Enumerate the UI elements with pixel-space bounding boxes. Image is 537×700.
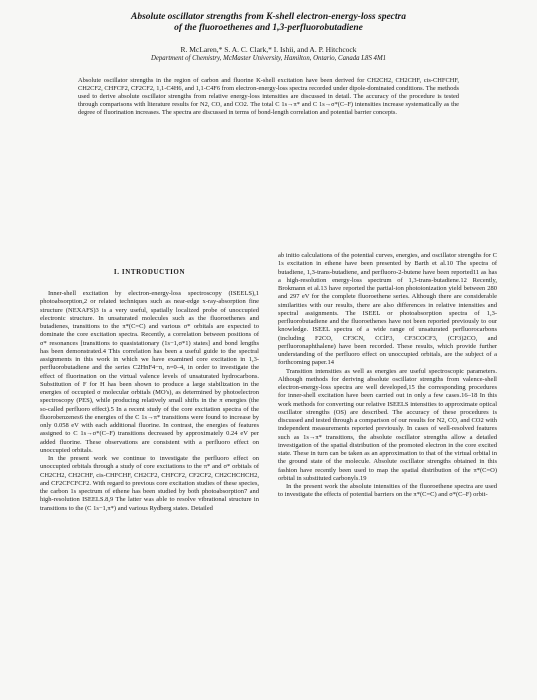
affiliation: Department of Chemistry, McMaster University, Hamilton, Ontario, Canada L8S 4M1 <box>150 55 387 62</box>
paper-title-line-1: Absolute oscillator strengths from K-shell electron-energy-loss spectra <box>131 12 406 22</box>
left-column <box>40 252 259 513</box>
right-paragraph-1: ab initio calculations of the potential curves, energies, and oscillator strengths for C 1s excitation in ethene have been presented by Barth et al.10 The spectra of butadiene, 1,3-trans-butadiene, and perfluoro-2-butene have been reported11 as has a high-resolution energy-loss spectrum of 1,3-trans-butadiene.12 Recently, Brokmann et al.13 have reported the partial-ion photoionization yield between 280 and 297 eV for the complete fluoroethene series. Although there are considerable similarities with our results, there are also differences in relative intensities and spectral assignments. The ISEEL or photoabsorption spectra of 1,3-perfluorobutadiene and the fluoroethenes have not been reported previously to our knowledge. ISEEL spectra of a wide range of unsaturated perfluorocarbons (including F2CO, CF3CN, CClF3, CF3COCF3, (CF3)2CO, and perfluoronaphthalene) have been recorded. These results, which provide further understanding of the perfluoro effect on unoccupied orbitals, are the subject of a forthcoming paper.14 <box>278 252 497 367</box>
right-paragraph-2: Transition intensities as well as energies are useful spectroscopic parameters. Although methods for deriving absolute oscillator strengths from valence-shell electron-energy-loss spectra are well developed,15 the corresponding procedures for inner-shell excitation have been carried out in only a few cases.16–18 In this work methods for converting our relative ISEELS intensities to approximate optical oscillator strengths (OS) are described. The accuracy of these procedures is discussed and tested through a comparison of our results for N2, CO, and CO2 with independent measurements reported previously. In cases of well-resolved features such as 1s→π* transitions, the absolute oscillator strengths allow a detailed investigation of the spatial distribution of the promoted electron in the core excited state. These in turn can be taken as an approximation to that of the virtual orbital in the ground state of the molecule. Absolute oscillator strengths obtained in this fashion have recently been used to map the spatial distribution of the π*(C=O) orbital in substituted carbonyls.19 <box>278 367 497 482</box>
paper-title <box>40 12 497 34</box>
author-list: R. McLaren,* S. A. C. Clark,* I. Ishii, and A. P. Hitchcock <box>180 45 357 54</box>
right-column <box>278 252 497 513</box>
right-paragraph-3: In the present work the absolute intensities of the fluoroethene spectra are used to investigate the effects of potential barriers on the π*(C=C) and σ*(C–F) orbit- <box>278 483 497 499</box>
abstract: Absolute oscillator strengths in the region of carbon and fluorine K-shell excitation have been derived for CH2CH2, CH2CHF, cis-CHFCHF, CH2CF2, CHFCF2, CF2CF2, 1,1-C4H6, and 1,1-C4F6 from electron-energy-loss spectra recorded under dipole-dominated conditions. The methods used to derive absolute oscillator strengths from relative energy-loss intensities are discussed in detail. The accuracy of the procedure is tested through comparisons with literature results for N2, CO, and CO2. The total C 1s→π* and C 1s→σ*(C–F) intensities increase systematically as the degree of fluorination increases. The spectra are discussed in terms of bond-length correlation and potential barrier concepts. <box>78 77 459 117</box>
section-heading-introduction: I. INTRODUCTION <box>113 268 186 276</box>
left-paragraph-1: Inner-shell excitation by electron-energy-loss spectroscopy (ISEELS),1 photoabsorption,2 or related techniques such as near-edge x-ray-absorption fine structure (NEXAFS)3 is a very useful, spatially localized probe of unoccupied electronic structure. In unsaturated molecules such as the fluoroethenes and butadienes, transitions to the π*(C=C) and various σ* orbitals are expected to dominate the core excitation spectra. Recently, a correlation between positions of σ* resonances [transitions to quasistationary (1s−1,σ*1) states] and bond lengths has been demonstrated.4 This correlation has been a useful guide to the spectral assignments in this work in which we have examined core excitation in 1,3-perfluorobutadiene and the series C2HnF4−n, n=0–4, in order to investigate the effect of fluorination on the virtual valence levels of unsaturated hydrocarbons. Substitution of F for H has been shown to produce a large stabilization in the energies of occupied σ molecular orbitals (MO's), as determined by photoelectron spectroscopy (PES), while producing relatively small shifts in the π energies (the so-called perfluoro effect).5 In a recent study of the core excitation spectra of the fluorobenzenes6 the energies of the C 1s→π* transitions were found to increase by only 0.058 eV with each additional fluorine. In contrast, the energies of features assigned to C 1s→σ*(C–F) transitions decreased by approximately 0.24 eV per added fluorine. These observations are consistent with a perfluoro effect on unoccupied orbitals. <box>40 290 259 454</box>
paper-title-line-2: of the fluoroethenes and 1,3-perfluorobutadiene <box>174 23 363 33</box>
body-columns <box>40 252 497 513</box>
left-paragraph-2: In the present work we continue to investigate the perfluoro effect on unoccupied orbitals through a study of core excitations to the π* and σ* orbitals of CH2CH2, CH2CHF, cis-CHFCHF, CH2CF2, CHFCF2, CF2CF2, CH2CHCHCH2, and CF2CFCFCF2. With regard to previous core excitation studies of these species, the carbon 1s spectrum of ethene has been studied by both photoabsorption7 and high-resolution ISEELS.8,9 The latter was able to resolve vibrational structure in transitions to the (C 1s−1,π*) and various Rydberg states. Detailed <box>40 455 259 512</box>
